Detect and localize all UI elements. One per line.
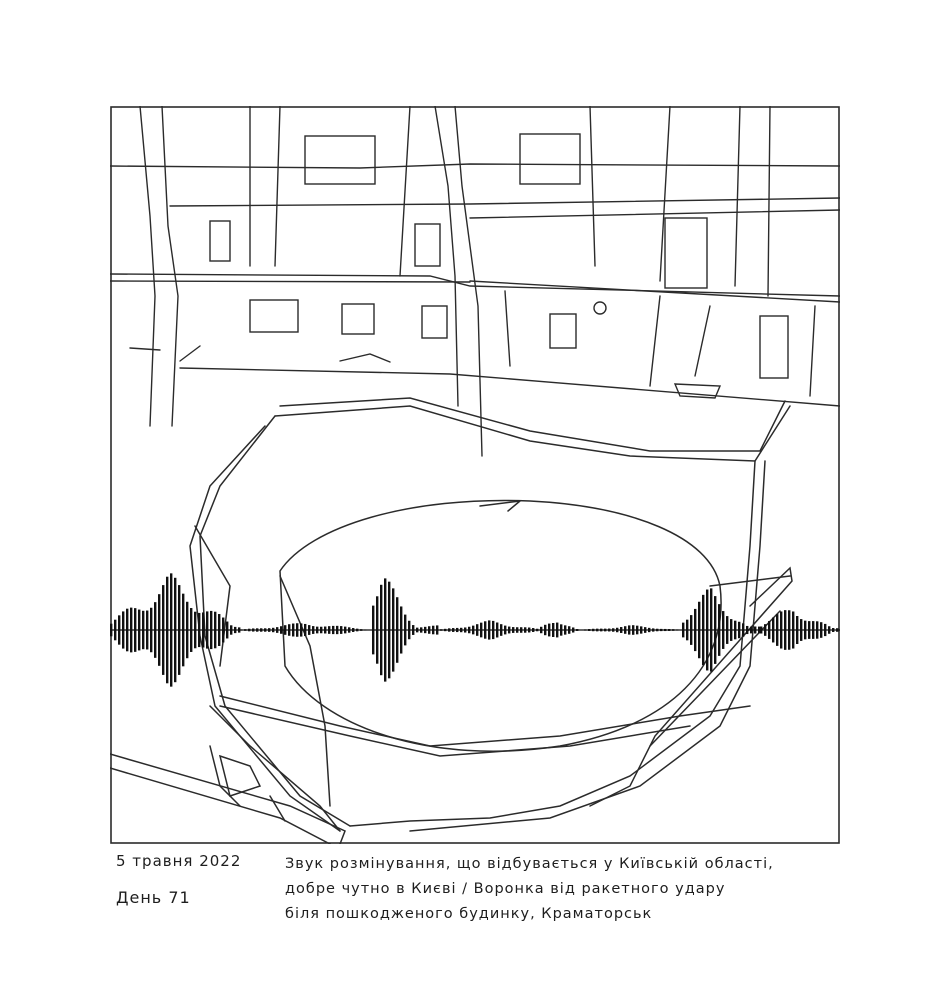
drawing-frame bbox=[110, 106, 840, 844]
caption-line-3: біля пошкодженого будинку, Краматорськ bbox=[285, 906, 653, 922]
caption-line-1: Звук розмінування, що відбувається у Київській області, bbox=[285, 856, 774, 872]
caption-line-2: добре чутно в Києві / Воронка від ракетного удару bbox=[285, 881, 726, 897]
building-sketch bbox=[110, 106, 840, 456]
caption-description bbox=[285, 852, 865, 927]
pencil-drawing bbox=[110, 106, 840, 844]
caption-date: 5 травня 2022 bbox=[116, 852, 242, 870]
caption-day: День 71 bbox=[116, 888, 191, 907]
